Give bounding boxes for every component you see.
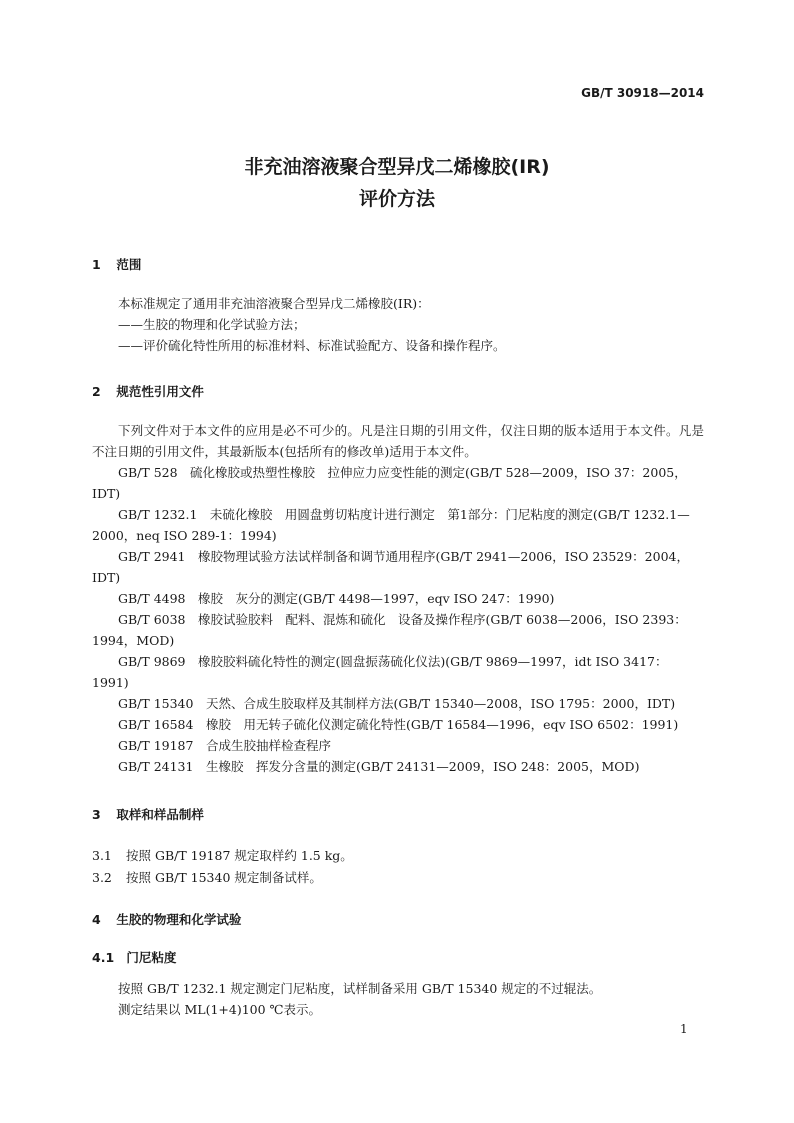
clause-number: 3.1 — [92, 848, 112, 863]
section-4-heading — [92, 910, 241, 928]
clause-text: 按照 GB/T 19187 规定取样约 1.5 kg。 — [125, 848, 353, 863]
document-title: 非充油溶液聚合型异戊二烯橡胶(IR) — [244, 156, 550, 178]
clause-text: 按照 GB/T 15340 规定制备试样。 — [125, 870, 322, 885]
reference-entry: GB/T 6038 橡胶试验胶料 配料、混炼和硫化 设备及操作程序(GB/T 6038—2006，ISO 2393：1994，MOD) — [92, 612, 687, 648]
section-2-heading — [92, 382, 204, 400]
body-line: 按照 GB/T 1232.1 规定测定门尼粘度，试样制备采用 GB/T 15340 规定的不过辊法。 — [118, 981, 602, 996]
section-1-heading — [92, 255, 141, 273]
reference-entry: GB/T 528 硫化橡胶或热塑性橡胶 拉伸应力应变性能的测定(GB/T 528—2009，ISO 37：2005，IDT) — [92, 465, 687, 501]
scope-line: ——评价硫化特性所用的标准材料、标准试验配方、设备和操作程序。 — [118, 338, 506, 353]
reference-entry: GB/T 16584 橡胶 用无转子硫化仪测定硫化特性(GB/T 16584—1996，eqv ISO 6502：1991) — [118, 717, 679, 732]
section-3-heading — [92, 805, 204, 823]
body-line: 测定结果以 ML(1+4)100 ℃表示。 — [118, 1002, 322, 1017]
clause-3-1 — [92, 846, 353, 864]
subsection-4-1-heading — [92, 948, 176, 966]
scope-line: 本标准规定了通用非充油溶液聚合型异戊二烯橡胶(IR)： — [118, 296, 430, 311]
reference-entry: GB/T 15340 天然、合成生胶取样及其制样方法(GB/T 15340—2008，ISO 1795：2000，IDT) — [118, 696, 676, 711]
section-number: 2 — [92, 384, 101, 399]
subsection-number: 4.1 — [92, 950, 115, 965]
scope-line: ——生胶的物理和化学试验方法； — [118, 317, 306, 332]
section-title: 取样和样品制样 — [116, 807, 204, 822]
document-subtitle: 评价方法 — [358, 188, 435, 210]
standard-code: GB/T 30918—2014 — [581, 86, 704, 100]
clause-number: 3.2 — [92, 870, 112, 885]
section-number: 3 — [92, 807, 101, 822]
reference-entry: GB/T 24131 生橡胶 挥发分含量的测定(GB/T 24131—2009，ISO 248：2005，MOD) — [118, 759, 640, 774]
reference-entry: GB/T 9869 橡胶胶料硫化特性的测定(圆盘振荡硫化仪法)(GB/T 9869—1997，idt ISO 3417：1991) — [92, 654, 668, 690]
subsection-title: 门尼粘度 — [126, 950, 177, 965]
reference-entry: GB/T 2941 橡胶物理试验方法试样制备和调节通用程序(GB/T 2941—2006，ISO 23529：2004，IDT) — [92, 549, 689, 585]
references-intro: 下列文件对于本文件的应用是必不可少的。凡是注日期的引用文件，仅注日期的版本适用于本文件。凡是不注日期的引用文件，其最新版本(包括所有的修改单)适用于本文件。 — [92, 423, 704, 459]
reference-entry: GB/T 1232.1 未硫化橡胶 用圆盘剪切粘度计进行测定 第1部分：门尼粘度的测定(GB/T 1232.1—2000，neq ISO 289-1：1994) — [92, 507, 690, 543]
section-number: 4 — [92, 912, 101, 927]
reference-entry: GB/T 4498 橡胶 灰分的测定(GB/T 4498—1997，eqv ISO 247：1990) — [118, 591, 555, 606]
section-title: 规范性引用文件 — [116, 384, 204, 399]
section-number: 1 — [92, 257, 101, 272]
section-title: 范围 — [116, 257, 142, 272]
page-number: 1 — [680, 1022, 688, 1036]
reference-entry: GB/T 19187 合成生胶抽样检查程序 — [118, 738, 331, 753]
clause-3-2 — [92, 868, 322, 886]
section-title: 生胶的物理和化学试验 — [116, 912, 242, 927]
